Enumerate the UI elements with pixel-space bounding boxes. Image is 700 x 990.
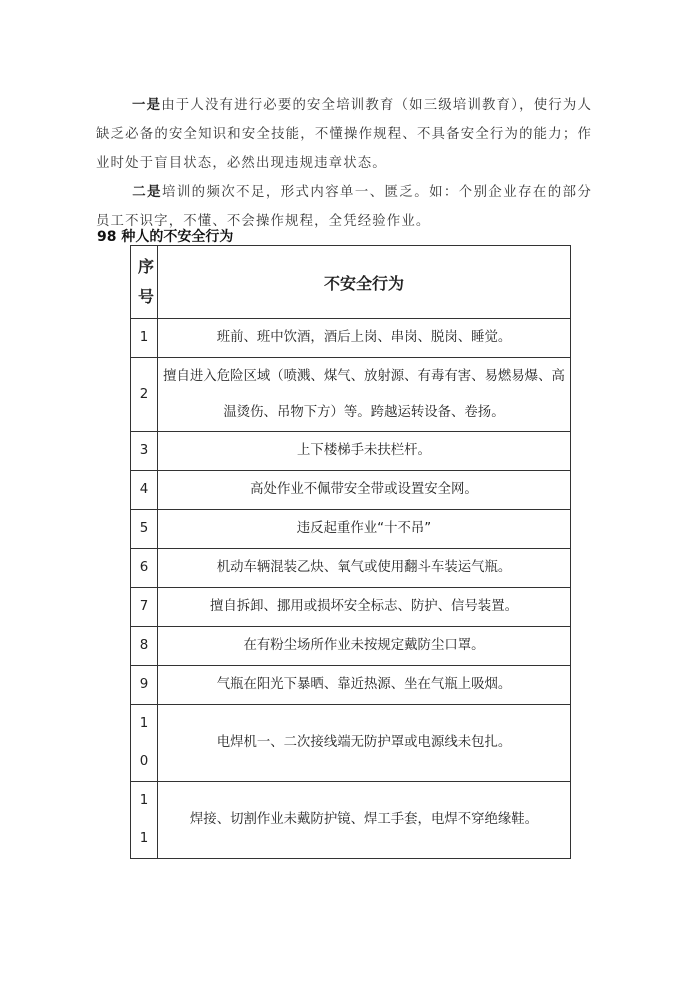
row-unsafe-act: 焊接、切割作业未戴防护镜、焊工手套，电焊不穿绝缘鞋。 bbox=[158, 782, 571, 859]
row-unsafe-act: 上下楼梯手未扶栏杆。 bbox=[158, 432, 571, 471]
table-row bbox=[131, 588, 571, 627]
table-row bbox=[131, 782, 571, 859]
row-unsafe-act: 班前、班中饮酒，酒后上岗、串岗、脱岗、睡觉。 bbox=[158, 319, 571, 358]
paragraph-lead-1: 一是 bbox=[132, 97, 162, 113]
row-unsafe-act: 高处作业不佩带安全带或设置安全网。 bbox=[158, 471, 571, 510]
paragraph-lead-2: 二是 bbox=[132, 184, 162, 200]
table-row bbox=[131, 319, 571, 358]
row-unsafe-act: 擅自进入危险区域（喷溅、煤气、放射源、有毒有害、易燃易爆、高温烫伤、吊物下方）等。跨越运转设备、卷扬。 bbox=[158, 358, 571, 432]
paragraph-text-2: 培训的频次不足，形式内容单一、匮乏。如：个别企业存在的部分员工不识字，不懂、不会操作规程，全凭经验作业。 bbox=[96, 185, 592, 229]
row-number: 6 bbox=[131, 549, 158, 588]
row-unsafe-act: 擅自拆卸、挪用或损坏安全标志、防护、信号装置。 bbox=[158, 588, 571, 627]
unsafe-acts-table bbox=[130, 245, 571, 859]
table-row bbox=[131, 432, 571, 471]
paragraph-training-reason-1 bbox=[96, 91, 592, 178]
row-number: 9 bbox=[131, 666, 158, 705]
table-row bbox=[131, 705, 571, 782]
table-row bbox=[131, 666, 571, 705]
row-number: 5 bbox=[131, 510, 158, 549]
table-row bbox=[131, 510, 571, 549]
row-number: 11 bbox=[131, 782, 158, 859]
row-number: 10 bbox=[131, 705, 158, 782]
section-heading: 98 种人的不安全行为 bbox=[97, 229, 234, 245]
table-row bbox=[131, 358, 571, 432]
row-unsafe-act: 在有粉尘场所作业未按规定戴防尘口罩。 bbox=[158, 627, 571, 666]
row-number: 7 bbox=[131, 588, 158, 627]
row-number: 3 bbox=[131, 432, 158, 471]
row-unsafe-act: 机动车辆混装乙炔、氧气或使用翻斗车装运气瓶。 bbox=[158, 549, 571, 588]
paragraph-text-1: 由于人没有进行必要的安全培训教育（如三级培训教育），使行为人缺乏必备的安全知识和安全技能，不懂操作规程、不具备安全行为的能力；作业时处于盲目状态，必然出现违规违章状态。 bbox=[96, 98, 592, 171]
row-number: 8 bbox=[131, 627, 158, 666]
row-number: 4 bbox=[131, 471, 158, 510]
row-unsafe-act: 电焊机一、二次接线端无防护罩或电源线未包扎。 bbox=[158, 705, 571, 782]
header-serial-number: 序号 bbox=[131, 246, 158, 319]
header-unsafe-act: 不安全行为 bbox=[158, 246, 571, 319]
row-unsafe-act: 违反起重作业“十不吊” bbox=[158, 510, 571, 549]
table-row bbox=[131, 471, 571, 510]
table-row bbox=[131, 549, 571, 588]
row-number: 1 bbox=[131, 319, 158, 358]
table-header-row bbox=[131, 246, 571, 319]
row-number: 2 bbox=[131, 358, 158, 432]
table-row bbox=[131, 627, 571, 666]
row-unsafe-act: 气瓶在阳光下暴晒、靠近热源、坐在气瓶上吸烟。 bbox=[158, 666, 571, 705]
